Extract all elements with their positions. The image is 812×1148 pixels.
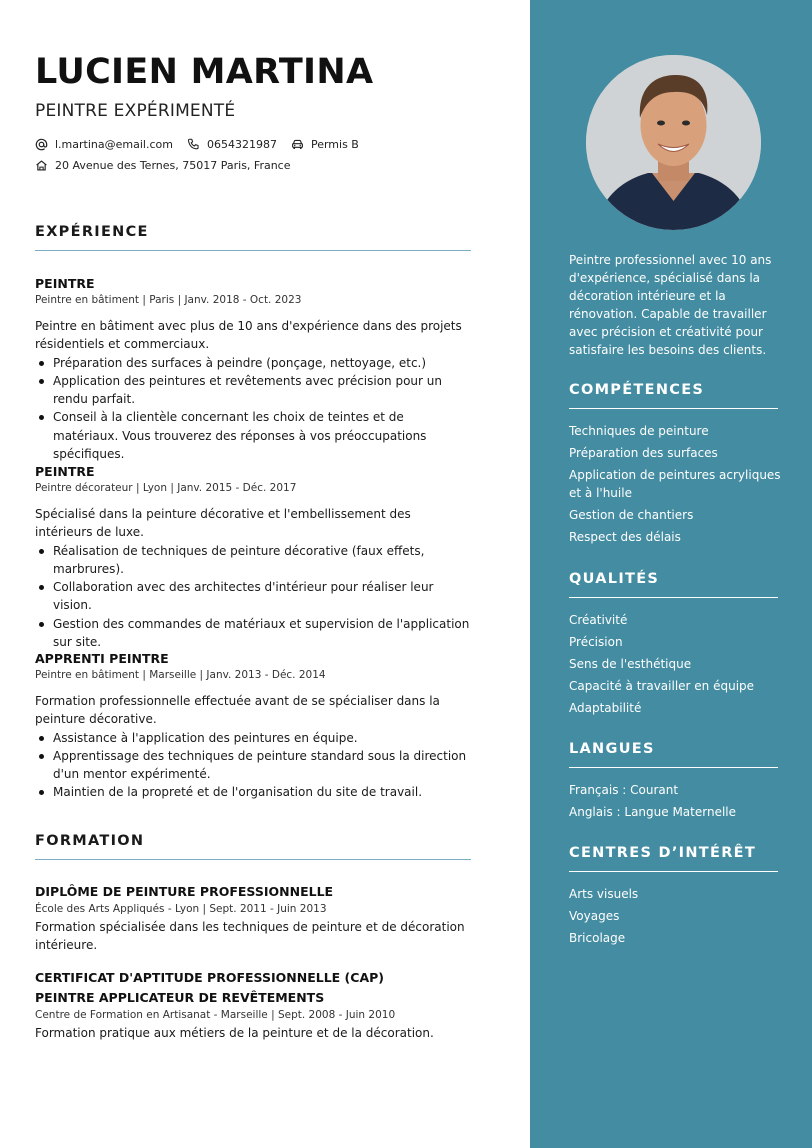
bullet-item: Application des peintures et revêtements avec précision pour un rendu parfait. — [35, 372, 471, 409]
bullet-item: Apprentissage des techniques de peinture standard sous la direction d'un mentor expérimenté. — [35, 747, 471, 784]
candidate-name: LUCIEN MARTINA — [35, 52, 374, 92]
contact-row-2 — [35, 159, 305, 172]
portrait-image — [586, 55, 761, 230]
quality-item: Sens de l'esthétique — [569, 657, 692, 672]
entry-description: Formation spécialisée dans les techniques de peinture et de décoration intérieure. — [35, 920, 465, 953]
skill-item: Techniques de peinture — [569, 424, 709, 438]
quality-item: Adaptabilité — [569, 701, 642, 716]
languages-heading: LANGUES — [569, 741, 778, 768]
skills-list — [569, 423, 784, 551]
education-entry — [35, 968, 435, 1042]
bullet-item: Collaboration avec des architectes d'intérieur pour réaliser leur vision. — [35, 578, 471, 615]
phone-icon — [187, 138, 200, 151]
bullet-item: Maintien de la propreté et de l'organisation du site de travail. — [35, 783, 471, 801]
experience-entry — [35, 650, 471, 802]
quality-item: Créativité — [569, 613, 628, 627]
entry-description: Formation professionnelle effectuée avant de se spécialiser dans la peinture décorative. — [35, 694, 440, 727]
bullet-item: Gestion des commandes de matériaux et supervision de l'application sur site. — [35, 615, 471, 652]
home-icon — [35, 159, 48, 172]
bullet-item: Réalisation de techniques de peinture décorative (faux effets, marbrures). — [35, 542, 471, 579]
entry-title: PEINTRE — [35, 276, 95, 291]
license-item — [291, 138, 359, 151]
phone-text: 0654321987 — [206, 138, 277, 151]
education-heading: FORMATION — [35, 833, 471, 860]
bullet-item: Assistance à l'application des peintures en équipe. — [35, 729, 471, 747]
skill-item: Gestion de chantiers — [569, 507, 694, 522]
entry-subtitle: Peintre décorateur | Lyon | Janv. 2015 - Déc. 2017 — [35, 482, 297, 494]
interest-item: Voyages — [569, 909, 620, 924]
entry-description: Peintre en bâtiment avec plus de 10 ans d'expérience dans des projets résidentiels et commerciaux. — [35, 319, 462, 352]
qualities-list — [569, 612, 784, 722]
at-icon — [35, 138, 48, 151]
quality-item: Capacité à travailler en équipe — [569, 679, 755, 694]
language-item: Anglais : Langue Maternelle — [569, 805, 736, 820]
skill-item: Application de peintures acryliques et à l'huile — [569, 468, 781, 500]
profile-photo — [586, 55, 761, 230]
experience-entry — [35, 463, 471, 651]
entry-title: CERTIFICAT D'APTITUDE PROFESSIONNELLE (CAP) PEINTRE APPLICATEUR DE REVÊTEMENTS — [35, 970, 384, 1005]
education-entry — [35, 882, 471, 955]
entry-subtitle: Peintre en bâtiment | Paris | Janv. 2018 - Oct. 2023 — [35, 294, 302, 306]
car-icon — [291, 138, 304, 151]
bullet-item: Conseil à la clientèle concernant les choix de teintes et de matériaux. Vous trouverez des réponses à vos préoccupations spécifiques. — [35, 408, 471, 463]
qualities-heading: QUALITÉS — [569, 571, 778, 598]
quality-item: Précision — [569, 635, 623, 650]
entry-bullets — [35, 354, 471, 464]
contact-row-1 — [35, 138, 373, 151]
skills-heading: COMPÉTENCES — [569, 382, 778, 409]
entry-description: Formation pratique aux métiers de la peinture et de la décoration. — [35, 1026, 434, 1040]
skill-item: Préparation des surfaces — [569, 446, 718, 461]
address-text: 20 Avenue des Ternes, 75017 Paris, France — [55, 159, 291, 172]
entry-description: Spécialisé dans la peinture décorative et l'embellissement des intérieurs de luxe. — [35, 507, 411, 540]
language-item: Français : Courant — [569, 783, 679, 797]
email-text: l.martina@email.com — [55, 138, 173, 151]
entry-subtitle: Centre de Formation en Artisanat - Marseille | Sept. 2008 - Juin 2010 — [35, 1009, 396, 1021]
profile-summary: Peintre professionnel avec 10 ans d'expérience, spécialisé dans la décoration intérieure et la rénovation. Capable de travailler avec précision et créativité pour satisfaire les besoins des clients. — [569, 253, 772, 357]
entry-title: APPRENTI PEINTRE — [35, 651, 169, 666]
entry-subtitle: École des Arts Appliqués - Lyon | Sept. 2011 - Juin 2013 — [35, 903, 327, 915]
entry-subtitle: Peintre en bâtiment | Marseille | Janv. 2013 - Déc. 2014 — [35, 669, 326, 681]
license-text: Permis B — [310, 138, 359, 151]
entry-title: DIPLÔME DE PEINTURE PROFESSIONNELLE — [35, 884, 334, 899]
entry-bullets — [35, 542, 471, 652]
bullet-item: Préparation des surfaces à peindre (ponçage, nettoyage, etc.) — [35, 354, 471, 372]
entry-title: PEINTRE — [35, 464, 95, 479]
entry-bullets — [35, 729, 471, 802]
languages-list — [569, 782, 784, 826]
skill-item: Respect des délais — [569, 529, 681, 544]
phone-item[interactable] — [187, 138, 277, 151]
address-item — [35, 159, 291, 172]
interest-item: Arts visuels — [569, 887, 639, 901]
experience-entry — [35, 275, 471, 463]
job-title: PEINTRE EXPÉRIMENTÉ — [35, 101, 236, 121]
interest-item: Bricolage — [569, 931, 626, 946]
experience-heading: EXPÉRIENCE — [35, 224, 471, 251]
interests-heading: CENTRES D’INTÉRÊT — [569, 845, 778, 872]
interests-list — [569, 886, 784, 952]
email-item[interactable] — [35, 138, 173, 151]
